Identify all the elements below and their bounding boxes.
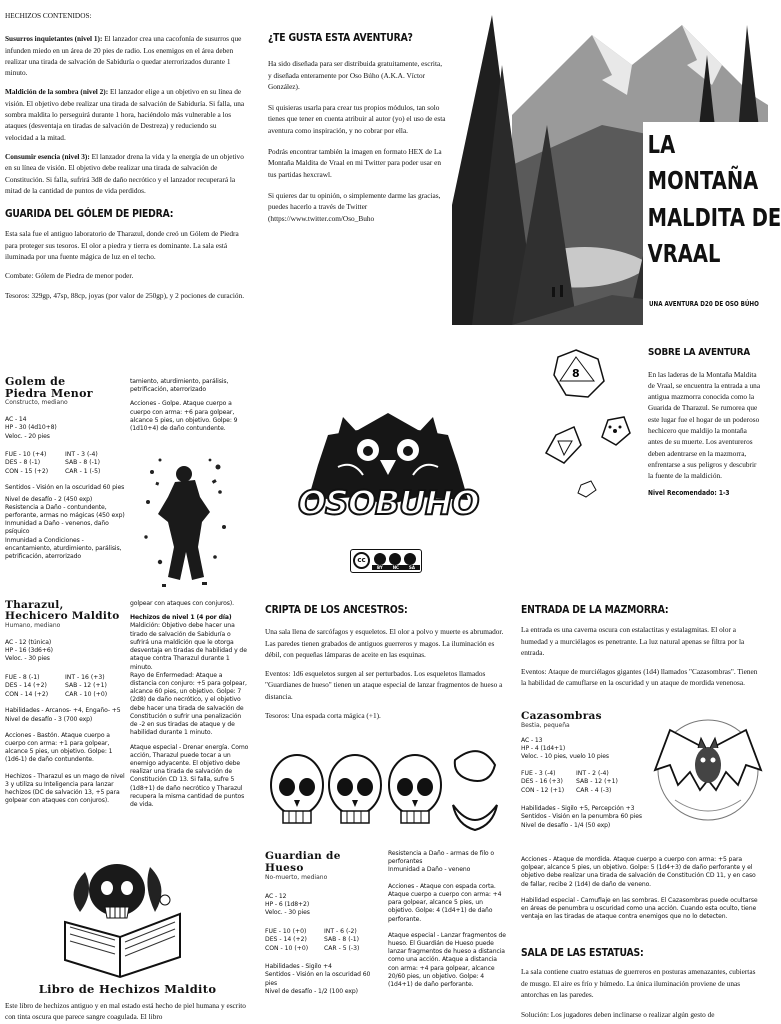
bat-cr: Nivel de desafío - 1/4 (50 exp)	[521, 821, 611, 829]
guardian-type: No-muerto, mediano	[265, 874, 328, 881]
tharazul-lvl1: Hechizos de nivel 1 (4 por día)	[130, 614, 232, 622]
bat-sab: SAB - 12 (+1)	[576, 778, 618, 786]
spell-3	[5, 151, 245, 196]
cc-by-icon	[374, 553, 386, 565]
bat-statblock	[521, 710, 651, 850]
spell-2	[5, 86, 245, 142]
tharazul-sab: SAB - 12 (+1)	[65, 682, 107, 690]
tharazul-spells-cont: golpear con ataques con conjuros).	[130, 600, 234, 607]
cc-license-badge	[350, 549, 422, 573]
spellbook-illustration	[55, 852, 190, 982]
cc-nc-label: NC	[392, 565, 399, 570]
bat-senses: Sentidos - Visión en la penumbra 60 pies	[521, 813, 642, 821]
cover-title-line-1: LA	[647, 130, 676, 159]
bat-actions: Acciones - Ataque de mordida. Ataque cuerpo a cuerpo con arma: +5 para golpear, alcance 5 pies, un objetivo. Golpe: 5 (1d4+3) de daño perforante y el objetivo debe realizar una tirada de salvación de Constitución CD 11, y en caso de fallar, recibe 2 (1d4) de daño de veneno.	[521, 856, 756, 888]
intro-column	[268, 30, 446, 270]
cover-title-line-4: VRAAL	[647, 238, 721, 268]
tharazul-int: INT - 16 (+3)	[65, 673, 105, 681]
golem-immune-cond-cont: tamiento, aturdimiento, parálisis, petrificación, aterrorizado	[130, 378, 229, 394]
intro-p2: Si quisieras usarla para crear tus propios módulos, tan solo tienes que tener en cuenta atribuir al autor (yo) el uso de esta aventura como inspiración, y no cobrar por ella.	[268, 103, 446, 135]
tharazul-car: CAR - 10 (+0)	[65, 690, 108, 698]
bat-special: Habilidad especial - Camuflaje en las sombras. El Cazasombras puede ocultarse en áreas de penumbra u oscuridad como una acción. Cuando esta oculto, tiene ventaja en las tiradas de ataque contra enemigos que no lo detecten.	[521, 896, 758, 921]
tharazul-cr: Nivel de desafío - 3 (700 exp)	[5, 715, 93, 723]
osobuho-logo	[298, 405, 478, 535]
bat-des: DES - 16 (+3)	[521, 778, 563, 786]
estatuas-column	[521, 945, 763, 1024]
spell-3-name: Consumir esencia (nivel 3):	[5, 151, 90, 161]
tharazul-statblock-right	[130, 600, 250, 840]
bat-stats	[521, 770, 631, 796]
book-title: Libro de Hechizos Maldito	[38, 982, 217, 996]
bat-type: Bestia, pequeña	[521, 722, 570, 729]
tharazul-statblock	[5, 600, 125, 840]
golem-statblock-right	[130, 378, 248, 448]
cover-subtitle: UNA AVENTURA D20 DE OSO BÚHO	[649, 300, 759, 308]
tharazul-stats	[5, 674, 125, 700]
guardian-actions: Acciones - Ataque con espada corta. Ataque cuerpo a cuerpo con arma: +4 para golpear, alcance 5 pies, un objetivo. Golpe: 4 (1d4+1) de daño perforante.	[388, 882, 502, 923]
golem-statblock	[5, 376, 125, 576]
about-column	[648, 345, 763, 545]
estatuas-solution: Solución: Los jugadores deben inclinarse o realizar algún gesto de	[521, 1010, 715, 1020]
tharazul-des: DES - 14 (+2)	[5, 682, 47, 690]
golem-actions: Acciones - Golpe. Ataque cuerpo a cuerpo con arma: +6 para golpear, alcance 5 pies, un objetivo. Golpe: 9 (1d10+4) de daño contundente.	[130, 400, 238, 433]
entrada-events: Eventos: Ataque de murciélagos gigantes (1d4) llamados "Cazasombras". Tienen la habilidad de camuflarse en la oscuridad y un ataque de mordida venenosa.	[521, 667, 758, 688]
golem-fue: FUE - 10 (+4)	[5, 450, 47, 458]
guarida-combat: Combate: Gólem de Piedra de menor poder.	[5, 271, 134, 281]
golem-stats	[5, 451, 125, 477]
spell-1-text: El lanzador crea una cacofonía de susurros que infunden miedo en un área de 20 pies de radio. Los enemigos en el área deben realizar una tirada de salvación de Sabiduría o quedar aterrorizados durante 1 minuto.	[5, 34, 242, 78]
guardian-immune: Inmunidad a Daño - veneno	[388, 866, 471, 874]
guardian-senses: Sentidos - Visión en la oscuridad 60 pies	[265, 971, 371, 987]
dice-illustration	[536, 345, 636, 505]
guardian-special: Ataque especial - Lanzar fragmentos de hueso. El Guardián de Hueso puede lanzar fragmentos de hueso a distancia como una acción. Ataque a distancia con arma: +4 para golpear, alcance 20/60 pies, un objetivo. Golpe: 4 (1d4+1) de daño perforante.	[388, 931, 506, 989]
golem-type: Constructo, mediano	[5, 399, 68, 407]
golem-sab: SAB - 8 (-1)	[65, 459, 101, 467]
about-text: En las laderas de la Montaña Maldita de Vraal, se encuentra la entrada a una antigua mazmorra conocida como la Guarida de Tharazul. Se rumorea que este lugar fue el hogar de un poderoso hechicero que maldijo la montaña antes de su muerte. Los aventureros deben adentrarse en la mazmorra, enfrentarse a sus peligros y descubrir la fuente de la maldición.	[648, 369, 761, 481]
osobuho-wordmark: OSOBUHO	[298, 483, 479, 522]
golem-car: CAR - 1 (-5)	[65, 467, 101, 475]
tharazul-con: CON - 14 (+2)	[5, 690, 49, 698]
guarida-title: GUARIDA DEL GÓLEM DE PIEDRA:	[5, 208, 174, 221]
bat-actions-block	[521, 856, 763, 936]
cc-sa-label: SA	[408, 565, 415, 570]
tharazul-type: Humano, mediano	[5, 622, 61, 630]
golem-hp: HP - 30 (4d10+8)	[5, 424, 57, 432]
cripta-column	[265, 602, 505, 742]
golem-illustration	[140, 452, 230, 592]
entrada-column	[521, 602, 763, 710]
guardian-des: DES - 14 (+2)	[265, 936, 307, 944]
bat-int: INT - 2 (-4)	[576, 769, 609, 777]
spells-column	[5, 10, 245, 365]
bat-hp: HP - 4 (1d4+1)	[521, 745, 566, 753]
tharazul-speed: Veloc. - 30 pies	[5, 655, 50, 663]
guardian-cr: Nivel de desafío - 1/2 (100 exp)	[265, 987, 358, 995]
cc-sa-icon	[404, 553, 416, 565]
guardian-sab: SAB - 8 (-1)	[324, 936, 360, 944]
cripta-events: Eventos: 1d6 esqueletos surgen al ser perturbados. Los esqueletos llamados "Guardianes de hueso" tienen un ataque especial de lanzar fragmentos de hueso a distancia.	[265, 669, 503, 701]
guardian-skills: Habilidades - Sigilo +4	[265, 963, 332, 971]
estatuas-text: La sala contiene cuatro estatuas de guerreros en posturas amenazantes, cubiertas de musgo. El aire es frío y húmedo. La única iluminación proviene de unas antorchas en las paredes.	[521, 967, 756, 999]
bat-con: CON - 12 (+1)	[521, 786, 565, 794]
cc-by-label: BY	[376, 565, 383, 570]
tharazul-name: Tharazul, Hechicero Maldito	[5, 599, 120, 623]
bat-skills: Habilidades - Sigilo +5, Percepción +3	[521, 805, 635, 813]
guardian-stats	[265, 928, 383, 954]
tharazul-ray: Rayo de Enfermedad: Ataque a distancia con conjuro: +5 para golpear, alcance 60 pies, un objetivo. Golpe: 7 (2d8) de daño necrótico, y el objetivo debe hacer una tirada de salvación de Constitución o sufrir una penalización de -2 en sus tiradas de ataque y de habilidad durante 1 minuto.	[130, 671, 247, 737]
golem-immune-cond: Inmunidad a Condiciones - encantamiento, aturdimiento, parálisis, petrificación, aterrorizado	[5, 536, 122, 561]
skulls-illustration	[265, 745, 505, 845]
guardian-ac: AC - 12	[265, 893, 287, 900]
tharazul-special: Ataque especial - Drenar energía. Como acción, Tharazul puede tocar a un enemigo adyacente. El objetivo debe realizar una tirada de salvación de Constitución CD 13. Si falla, sufre 5 (1d8+1) de daño necrótico y Tharazul recupera la misma cantidad de puntos de vida.	[130, 743, 249, 809]
cc-labels	[372, 565, 420, 570]
tharazul-hp: HP - 16 (3d6+6)	[5, 647, 53, 655]
guardian-fue: FUE - 10 (+0)	[265, 927, 307, 935]
svg-text:8: 8	[572, 367, 580, 380]
estatuas-title: SALA DE LAS ESTATUAS:	[521, 947, 644, 959]
spell-2-text: El lanzador elige a un objetivo en su línea de visión. El objetivo debe realizar una tirada de salvación de Sabiduría. Si falla, una sombra maldita lo perseguirá durante 1 hora, haciéndolo más vulnerable a los ataques (desventaja en tiradas de salvación de Destreza) y reduciendo su velocidad a la mitad.	[5, 87, 245, 142]
spells-title: HECHIZOS CONTENIDOS:	[5, 11, 92, 20]
entrada-title: ENTRADA DE LA MAZMORRA:	[521, 604, 669, 616]
guardian-hp: HP - 6 (1d8+2)	[265, 901, 310, 909]
golem-ac: AC - 14	[5, 416, 27, 424]
golem-con: CON - 15 (+2)	[5, 467, 49, 475]
about-level: Nivel Recomendado: 1-3	[648, 489, 730, 498]
guardian-resist: Resistencia a Daño - armas de filo o perforantes	[388, 850, 495, 866]
golem-cr: Nivel de desafío - 2 (450 exp)	[5, 495, 93, 503]
golem-name: Golem de Piedra Menor	[5, 375, 93, 400]
golem-senses: Sentidos - Visión en la oscuridad 60 pies	[5, 484, 125, 492]
guarida-text: Esta sala fue el antiguo laboratorio de Tharazul, donde creó un Gólem de Piedra para proteger sus tesoros. El olor a piedra y tierra es dominante. La sala está iluminada por una fuente mágica de luz en el techo.	[5, 229, 239, 262]
bat-car: CAR - 4 (-3)	[576, 786, 612, 794]
cripta-title: CRIPTA DE LOS ANCESTROS:	[265, 604, 408, 616]
golem-des: DES - 8 (-1)	[5, 459, 41, 467]
golem-int: INT - 3 (-4)	[65, 450, 98, 458]
bat-illustration	[650, 710, 766, 830]
about-title: SOBRE LA AVENTURA	[648, 347, 751, 358]
book-section	[5, 982, 250, 1024]
cripta-treasure: Tesoros: Una espada corta mágica (+1).	[265, 711, 381, 721]
spell-1-name: Susurros inquietantes (nivel 1):	[5, 34, 103, 44]
bat-fue: FUE - 3 (-4)	[521, 769, 556, 777]
tharazul-actions: Acciones - Bastón. Ataque cuerpo a cuerpo con arma: +1 para golpear, alcance 5 pies, un objetivo. Golpe: 1 (1d6-1) de daño contundente.	[5, 731, 113, 764]
tharazul-spells-text: Hechizos - Tharazul es un mago de nivel 3 y utiliza su Inteligencia para lanzar hechizos (DC de salvación 13, +5 para golpear con ataques con conjuros).	[5, 772, 125, 805]
intro-p4: Si quieres dar tu opinión, o simplemente darme las gracias, puedes hacerlo a través de Twitter (https://www.twitter.com/Oso_Buho	[268, 190, 441, 223]
guardian-car: CAR - 5 (-3)	[324, 944, 360, 952]
cover-title-box	[643, 122, 781, 327]
guardian-name: Guardian de Hueso	[265, 850, 341, 874]
guarida-treasure: Tesoros: 329gp, 47sp, 88cp, joyas (por valor de 250gp), y 2 pociones de curación.	[5, 290, 245, 300]
cripta-text: Una sala llena de sarcófagos y esqueletos. El olor a polvo y muerte es abrumador. Las paredes tienen grabados de antiguos guerreros y magos. La iluminación es débil, con pequeñas lámparas de aceite en las esquinas.	[265, 627, 504, 659]
guardian-statblock	[265, 850, 383, 1020]
tharazul-fue: FUE - 8 (-1)	[5, 673, 40, 681]
spell-2-name: Maldición de la sombra (nivel 2):	[5, 87, 109, 97]
spell-3-text: El lanzador drena la vida y la energía de un objetivo en su línea de visión. El objetivo debe realizar una tirada de salvación de Constitución. Si falla, sufrirá 3d8 de daño necrótico y el lanzador recuperará la mitad de la cantidad de puntos de vida perdidos.	[5, 151, 244, 195]
guardian-speed: Veloc. - 30 pies	[265, 909, 310, 917]
tharazul-ac: AC - 12 (túnica)	[5, 639, 52, 647]
cover-title-line-2: MONTAÑA	[647, 166, 759, 196]
book-text: Este libro de hechizos antiguo y en mal estado está hecho de piel humana y escrito con tinta oscura que parece sangre coagulada. El libro	[5, 1001, 246, 1022]
cc-nc-icon	[389, 553, 401, 565]
spell-1	[5, 33, 245, 78]
bat-name: Cazasombras	[521, 710, 602, 722]
guardian-statblock-right	[388, 850, 506, 1020]
intro-p1: Ha sido diseñada para ser distribuida gratuitamente, escrita, y diseñada enteramente por Oso Búho (A.K.A. Víctor González).	[268, 59, 443, 91]
entrada-text: La entrada es una caverna oscura con estalactitas y estalagmitas. El olor a humedad y a murciélagos es penetrante. La luz natural apenas se filtra por la entrada.	[521, 625, 745, 657]
guardian-int: INT - 6 (-2)	[324, 927, 357, 935]
tharazul-skills: Habilidades - Arcanos- +4, Engaño- +5	[5, 707, 121, 715]
cover-title-line-3: MALDITA DE	[647, 202, 781, 232]
golem-immune: Inmunidad a Daño - venenos, daño psíquico	[5, 520, 109, 536]
golem-resist: Resistencia a Daño - contundente, perforante, armas no mágicas (450 exp)	[5, 503, 125, 519]
guardian-con: CON - 10 (+0)	[265, 944, 309, 952]
cc-icon: cc	[353, 552, 370, 569]
tharazul-curse: Maldición: Objetivo debe hacer una tirado de salvación de Sabiduría o sufrirá una maldición que le otorga desventaja en tiradas de habilidad y de ataque contra Tharazul durante 1 minuto.	[130, 622, 247, 671]
bat-ac: AC - 13	[521, 737, 543, 744]
golem-speed: Veloc. - 20 pies	[5, 432, 50, 440]
intro-p3: Podrás encontrar también la imagen en formato HEX de La Montaña Maldita de Vraal en mi Twitter para poder usar en tus partidas hexcrawl.	[268, 147, 442, 179]
cover-title	[643, 122, 781, 272]
intro-title: ¿TE GUSTA ESTA AVENTURA?	[268, 32, 413, 44]
bat-speed: Veloc. - 10 pies, vuelo 10 pies	[521, 753, 609, 761]
